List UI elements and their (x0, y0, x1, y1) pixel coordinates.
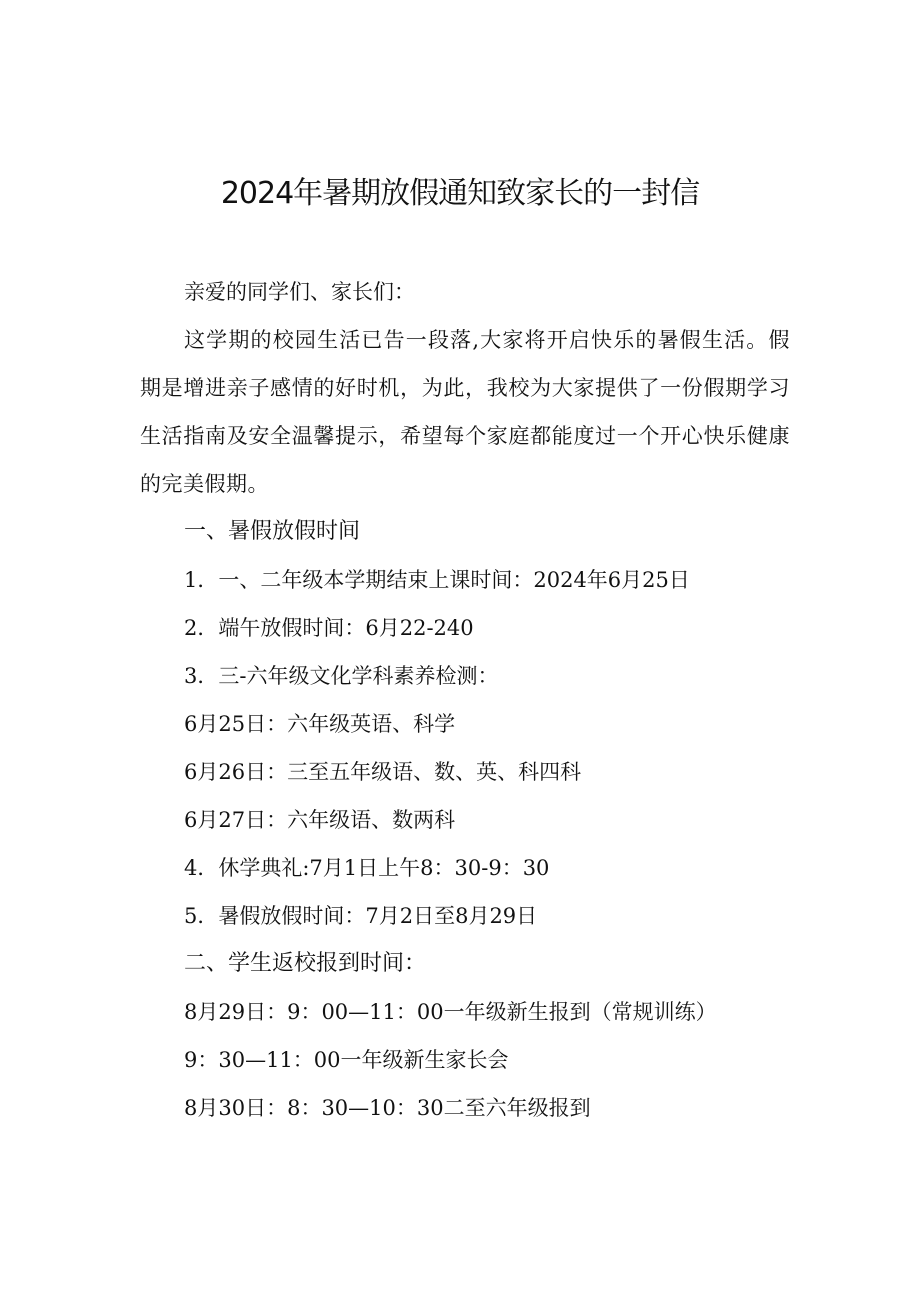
list-item: 1．一、二年级本学期结束上课时间：2024年6月25日 (184, 568, 690, 592)
list-item: 4．休学典礼:7月1日上午8：30-9：30 (184, 856, 550, 880)
section-heading-return-time: 二、学生返校报到时间： (184, 951, 427, 976)
list-item: 8月30日：8：30—10：30二至六年级报到 (184, 1096, 591, 1120)
list-item: 6月27日：六年级语、数两科 (184, 808, 456, 832)
document-title: 2024年暑期放假通知致家长的一封信 (220, 176, 700, 211)
list-item: 3．三-六年级文化学科素养检测： (184, 664, 499, 688)
letter-body (140, 268, 790, 1132)
list-item: 6月25日：六年级英语、科学 (184, 712, 456, 736)
greeting: 亲爱的同学们、家长们： (184, 280, 415, 304)
list-item: 9：30—11：00一年级新生家长会 (184, 1048, 509, 1072)
intro-paragraph: 这学期的校园生活已告一段落,大家将开启快乐的暑假生活。假期是增进亲子感情的好时机，为此，我校为大家提供了一份假期学习生活指南及安全温馨提示，希望每个家庭都能度过一个开心快乐健康的完美假期。 (140, 328, 790, 496)
list-item: 5．暑假放假时间：7月2日至8月29日 (184, 904, 538, 928)
list-item: 6月26日：三至五年级语、数、英、科四科 (184, 760, 582, 784)
section-heading-vacation-time: 一、暑假放假时间 (184, 519, 361, 544)
list-item: 2．端午放假时间：6月22-240 (184, 616, 474, 640)
list-item: 8月29日：9：00—11：00一年级新生报到（常规训练） (184, 1000, 717, 1024)
